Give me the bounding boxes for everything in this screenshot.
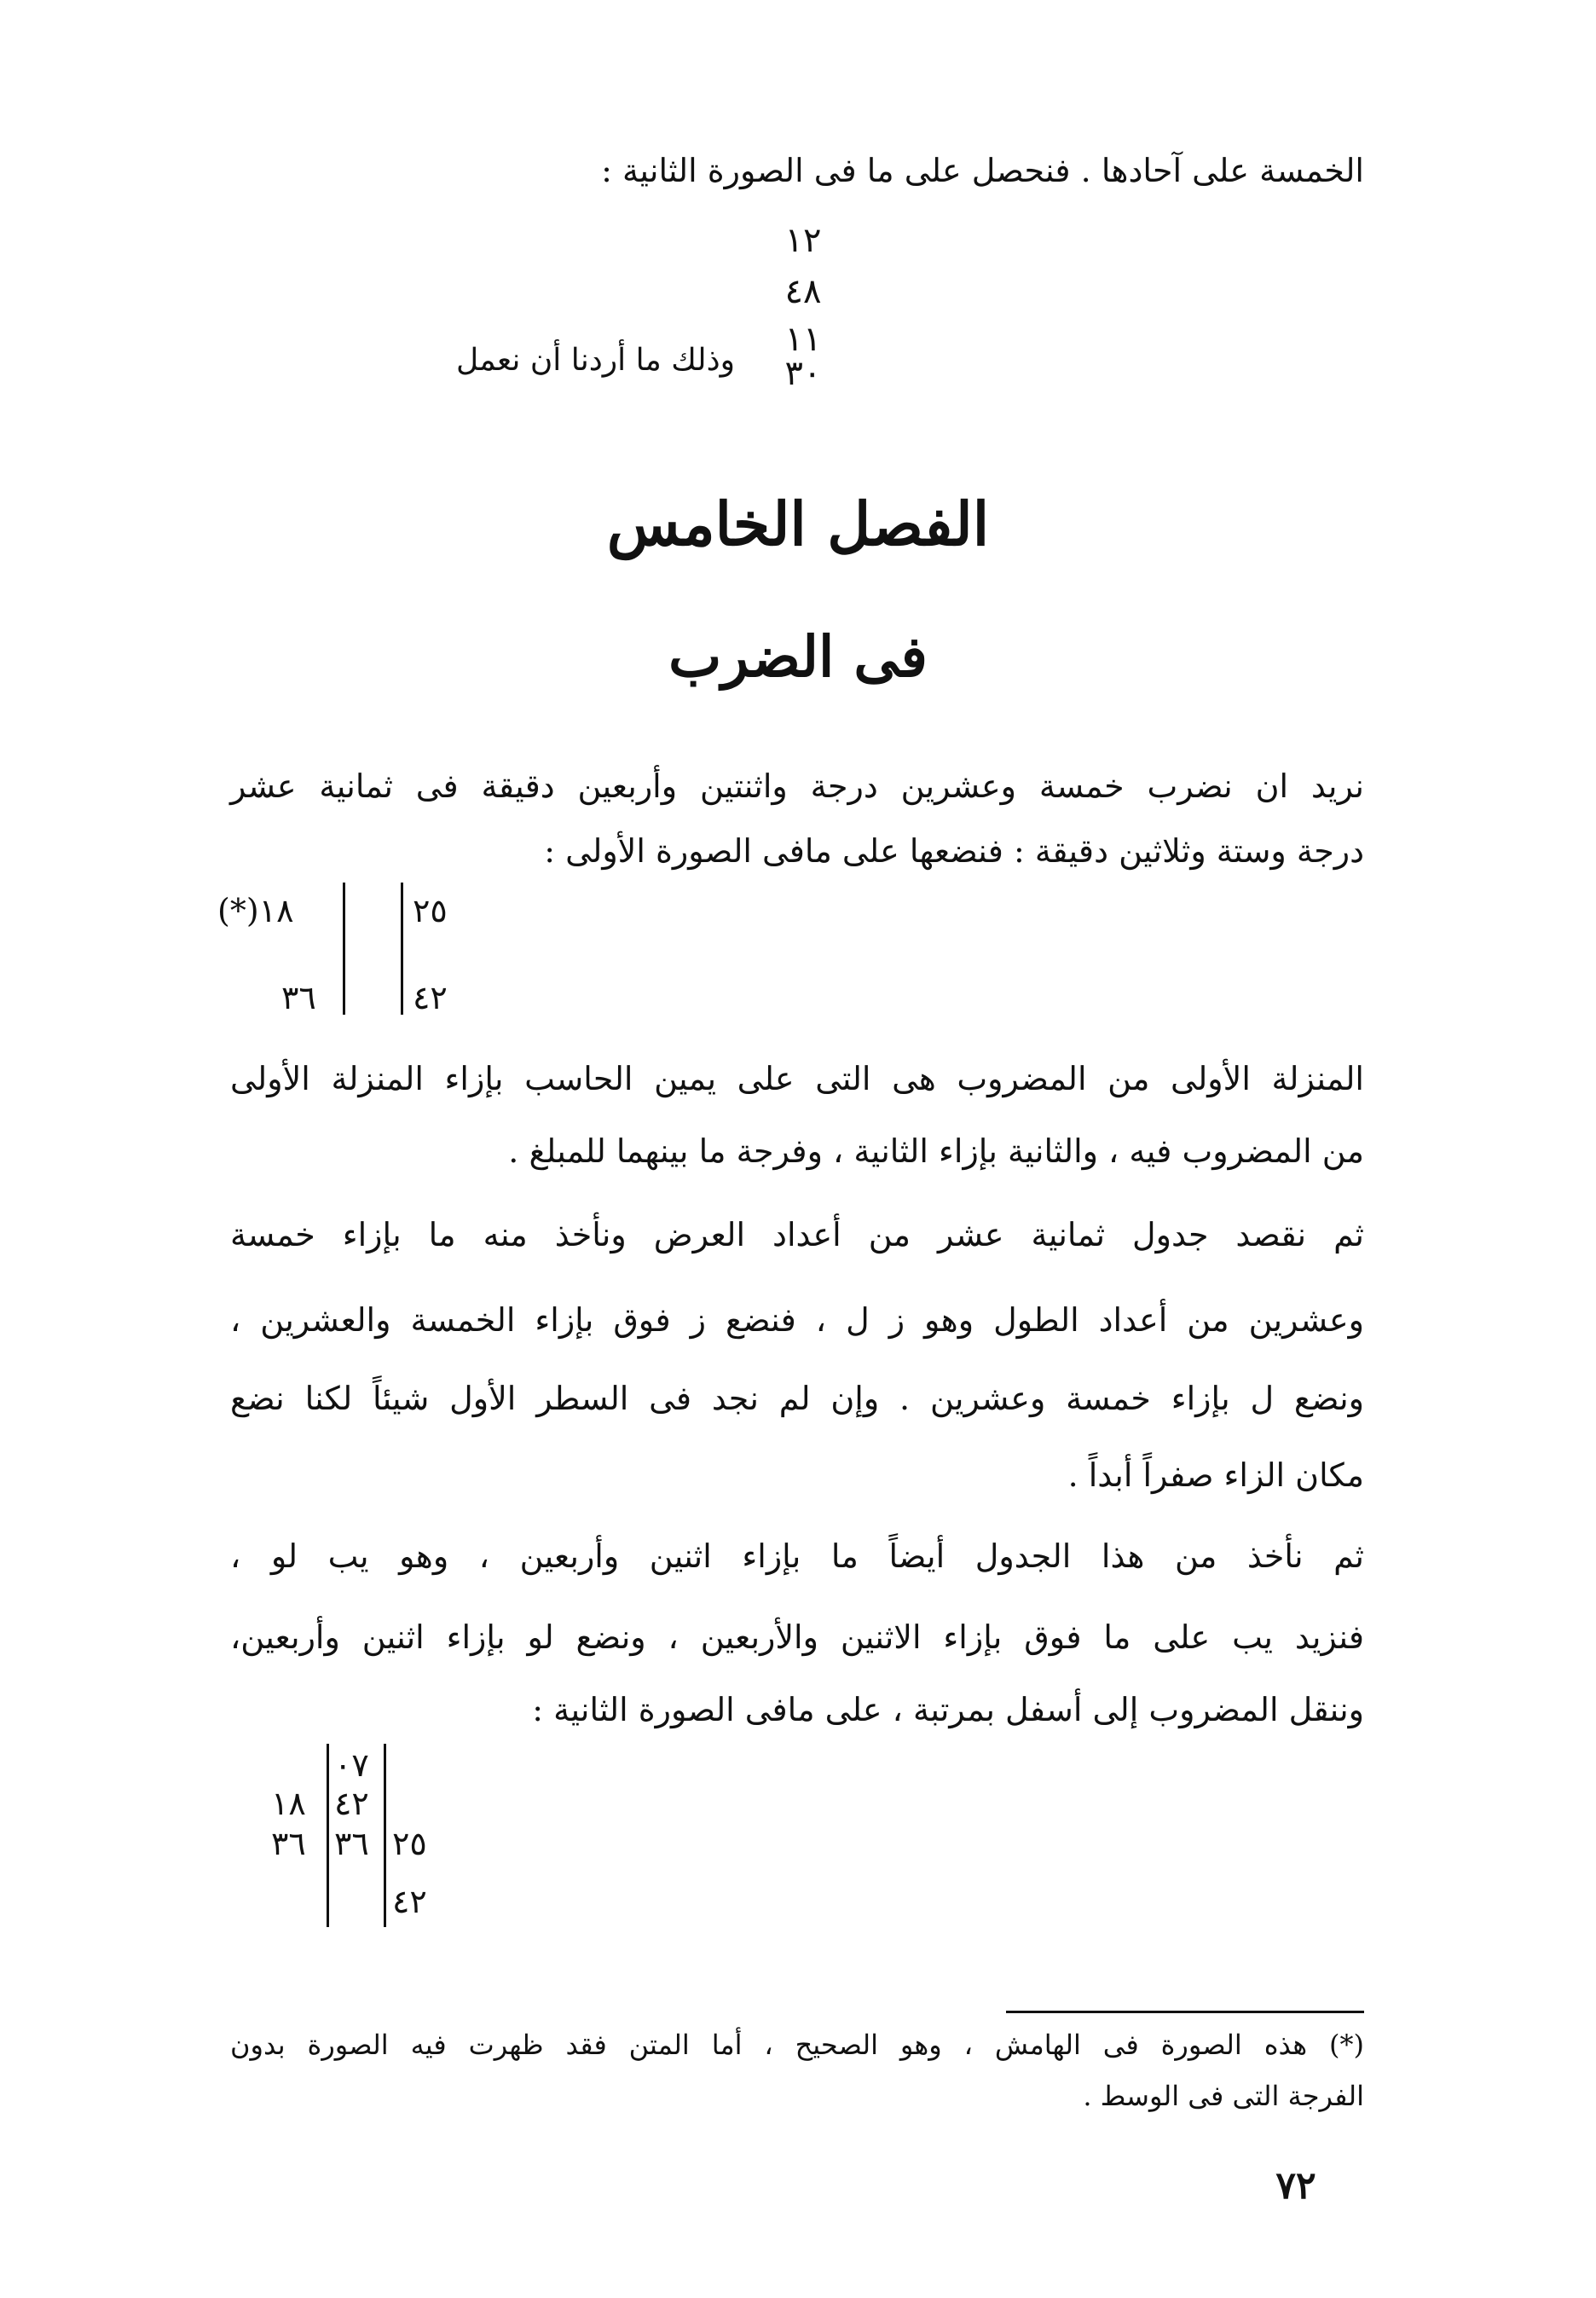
footnote-line2: الفرجة التى فى الوسط . — [1083, 2080, 1364, 2112]
figure2-left-1: ١٨ — [271, 1785, 306, 1822]
para3-line3: ونضع ل بإزاء خمسة وعشرين . وإن لم نجد فى السطر الأول شيئاً لكنا نضع — [230, 1380, 1364, 1417]
para3-line1: ثم نقصد جدول ثمانية عشر من أعداد العرض ونأخذ منه ما بإزاء خمسة — [230, 1216, 1364, 1253]
figure2-left-2: ٣٦ — [271, 1825, 306, 1862]
number-1: ١٢ — [784, 221, 822, 260]
para4-line2: فنزيد يب على ما فوق بإزاء الاثنين والأربعين ، ونضع لو بإزاء اثنين وأربعين، — [230, 1618, 1364, 1656]
para4-line1: ثم نأخذ من هذا الجدول أيضاً ما بإزاء اثنين وأربعين ، وهو يب لو ، — [230, 1537, 1364, 1575]
number-2: ٤٨ — [784, 272, 822, 311]
figure2-left-bar — [327, 1744, 329, 1927]
figure2-middle-3: ٣٦ — [334, 1825, 369, 1862]
para4-line3: وننقل المضروب إلى أسفل بمرتبة ، على مافى الصورة الثانية : — [532, 1691, 1364, 1728]
page-number: ٧٢ — [1275, 2164, 1316, 2208]
number-3: ١١ — [784, 320, 822, 359]
figure1-right-top: ٢٥ — [413, 892, 448, 929]
chapter-subtitle: فى الضرب — [668, 623, 928, 690]
figure2-right-2: ٤٢ — [392, 1883, 427, 1920]
figure2-middle-1: ٠٧ — [334, 1746, 369, 1784]
figure2-middle-2: ٤٢ — [334, 1785, 369, 1822]
para1-line1: نريد ان نضرب خمسة وعشرين درجة واثنتين وأربعين دقيقة فى ثمانية عشر — [230, 767, 1364, 805]
number-4: ٣٠ — [784, 354, 822, 393]
figure1-left-bar — [343, 883, 345, 1015]
figure1-right-bottom: ٤٢ — [413, 979, 448, 1016]
para2-line2: من المضروب فيه ، والثانية بإزاء الثانية ، وفرجة ما بينهما للمبلغ . — [508, 1132, 1364, 1170]
para3-line4: مكان الزاء صفراً أبداً . — [1067, 1456, 1364, 1494]
closing-text: وذلك ما أردنا أن نعمل — [455, 343, 735, 378]
para1-line2: درجة وستة وثلاثين دقيقة : فنضعها على مافى الصورة الأولى : — [544, 832, 1364, 870]
figure1-left-top: ١٨(*) — [217, 892, 294, 929]
chapter-title: الفصل الخامس — [606, 489, 990, 559]
figure1-left-bottom: ٣٦ — [281, 979, 316, 1016]
figure2-right-1: ٢٥ — [392, 1825, 427, 1862]
footnote-separator — [1006, 2011, 1364, 2013]
para3-line2: وعشرين من أعداد الطول وهو ز ل ، فنضع ز فوق بإزاء الخمسة والعشرين ، — [230, 1301, 1364, 1339]
footnote-line1: (*) هذه الصورة فى الهامش ، وهو الصحيح ، أما المتن فقد ظهرت فيه الصورة بدون — [230, 2029, 1365, 2061]
top-line: الخمسة على آحادها . فنحصل على ما فى الصورة الثانية : — [601, 152, 1364, 189]
figure1-right-bar — [401, 883, 403, 1015]
para2-line1: المنزلة الأولى من المضروب هى التى على يمين الحاسب بإزاء المنزلة الأولى — [230, 1060, 1364, 1097]
figure2-right-bar — [384, 1744, 386, 1927]
